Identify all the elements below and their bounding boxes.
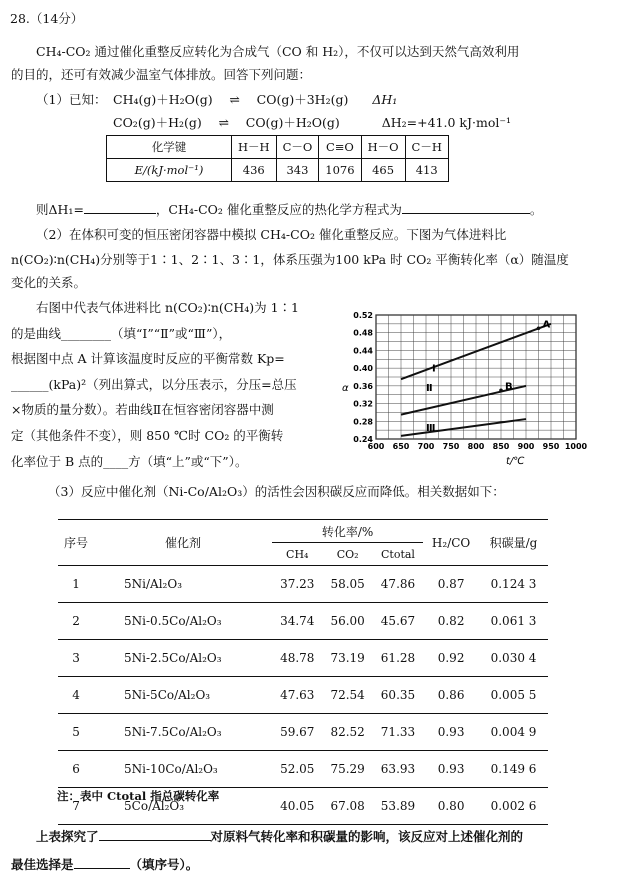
row-carbon: 0.004 9 <box>479 714 548 751</box>
row-ch4: 47.63 <box>272 677 322 714</box>
row-carbon: 0.005 5 <box>479 677 548 714</box>
conversion-chart <box>336 303 591 475</box>
row-no: 3 <box>58 640 94 677</box>
col-ctotal: Ctotal <box>373 543 423 566</box>
point-b <box>499 388 503 392</box>
y-axis-label: α <box>342 383 349 394</box>
table-row <box>58 603 548 640</box>
row-carbon: 0.030 4 <box>479 640 548 677</box>
eq1-left: CH₄(g)＋H₂O(g) <box>113 92 213 107</box>
bond-co: C－O <box>276 136 319 159</box>
row-no: 1 <box>58 566 94 603</box>
row-no: 2 <box>58 603 94 640</box>
bond-ch: C－H <box>405 136 448 159</box>
equation-2 <box>113 115 511 130</box>
row-no: 6 <box>58 751 94 788</box>
table-row <box>58 640 548 677</box>
col-ch4: CH₄ <box>272 543 322 566</box>
final-prompt-c: 最佳选择是 <box>11 857 74 872</box>
row-ctotal: 45.67 <box>373 603 423 640</box>
table-row <box>58 714 548 751</box>
row-ch4: 37.23 <box>272 566 322 603</box>
energy-label: E/(kJ·mol⁻¹) <box>107 159 232 182</box>
series-label-1: Ⅰ <box>432 363 436 375</box>
catalyst-table <box>58 519 548 825</box>
part2-line-3: 变化的关系。 <box>11 275 87 290</box>
y-tick-label: 0.28 <box>353 417 373 427</box>
final-prompt-a: 上表探究了 <box>36 829 99 844</box>
intro-line-1: CH₄-CO₂ 通过催化重整反应转化为合成气（CO 和 H₂），不仅可以达到天然气高效利用 <box>36 44 520 59</box>
row-catalyst: 5Ni-2.5Co/Al₂O₃ <box>94 640 272 677</box>
x-tick-label: 800 <box>467 442 485 451</box>
row-h2co: 0.92 <box>423 640 479 677</box>
final-question-line-1 <box>36 828 523 844</box>
part3-intro: （3）反应中催化剂（Ni-Co/Al₂O₃）的活性会因积碳反应而降低。相关数据如下： <box>48 484 505 499</box>
period: 。 <box>529 202 543 217</box>
row-ctotal: 60.35 <box>373 677 423 714</box>
series-label-2: Ⅱ <box>426 383 433 395</box>
x-tick-label: 1000 <box>564 442 588 451</box>
x-tick-label: 700 <box>417 442 435 451</box>
point-label-b: B <box>505 381 513 393</box>
y-tick-label: 0.40 <box>353 364 373 374</box>
x-axis-label: t/℃ <box>506 456 525 467</box>
y-tick-label: 0.24 <box>353 435 373 444</box>
row-catalyst: 5Ni-5Co/Al₂O₃ <box>94 677 272 714</box>
table-row <box>58 751 548 788</box>
energy-hh: 436 <box>232 159 277 182</box>
col-catalyst: 催化剂 <box>94 520 272 566</box>
part2-text-4: ______(kPa)²（列出算式，以分压表示，分压=总压 <box>11 377 297 392</box>
x-tick-label: 900 <box>517 442 535 451</box>
x-tick-label: 650 <box>392 442 410 451</box>
eq2-left: CO₂(g)＋H₂(g) <box>113 115 202 130</box>
part2-text-7: 化率位于 B 点的____方（填“上”或“下”）。 <box>11 454 248 469</box>
col-no: 序号 <box>58 520 94 566</box>
table-row <box>58 566 548 603</box>
part1-label: （1）已知： <box>36 92 107 107</box>
table-note: 注：表中 Ctotal 指总碳转化率 <box>57 789 220 803</box>
row-ch4: 59.67 <box>272 714 322 751</box>
equilibrium-arrow-icon: ⇌ <box>218 115 229 130</box>
col-carbon: 积碳量/g <box>479 520 548 566</box>
row-h2co: 0.93 <box>423 751 479 788</box>
row-h2co: 0.82 <box>423 603 479 640</box>
part2-text-6: 定（其他条件不变），则 850 ℃时 CO₂ 的平衡转 <box>11 428 284 443</box>
equation-1 <box>113 92 397 107</box>
row-ctotal: 71.33 <box>373 714 423 751</box>
row-co2: 58.05 <box>322 566 372 603</box>
point-label-a: A <box>542 319 551 331</box>
y-tick-label: 0.44 <box>353 346 373 356</box>
col-conversion: 转化率/% <box>272 520 423 543</box>
bond-energy-table <box>106 135 449 182</box>
part2-text-1: 右图中代表气体进料比 n(CO₂)∶n(CH₄)为 1∶1 <box>36 300 300 315</box>
row-no: 4 <box>58 677 94 714</box>
part1-question <box>36 201 542 217</box>
row-co2: 82.52 <box>322 714 372 751</box>
part2-text-2: 的是曲线________（填“Ⅰ”“Ⅱ”或“Ⅲ”）， <box>11 326 232 341</box>
table-row <box>58 677 548 714</box>
row-no: 5 <box>58 714 94 751</box>
part2-text-5: ×物质的量分数）。若曲线Ⅱ在恒容密闭容器中测 <box>11 402 274 417</box>
answer-blank-thermo-eq[interactable] <box>402 201 530 214</box>
row-catalyst: 5Ni-0.5Co/Al₂O₃ <box>94 603 272 640</box>
catalyst-table-body <box>58 566 548 825</box>
thermo-eq-prompt: ，CH₄-CO₂ 催化重整反应的热化学方程式为 <box>155 202 402 217</box>
bond-header: 化学键 <box>107 136 232 159</box>
row-co2: 72.54 <box>322 677 372 714</box>
row-carbon: 0.124 3 <box>479 566 548 603</box>
row-ch4: 40.05 <box>272 788 322 825</box>
row-carbon: 0.149 6 <box>479 751 548 788</box>
row-catalyst: 5Ni-10Co/Al₂O₃ <box>94 751 272 788</box>
col-h2co: H₂/CO <box>423 520 479 566</box>
intro-line-2: 的目的，还可有效减少温室气体排放。回答下列问题： <box>11 67 312 82</box>
question-number: 28.（14分） <box>10 11 84 26</box>
row-ch4: 48.78 <box>272 640 322 677</box>
bond-ho: H－O <box>361 136 405 159</box>
x-tick-label: 950 <box>542 442 560 451</box>
row-h2co: 0.87 <box>423 566 479 603</box>
point-a <box>537 326 541 330</box>
row-ch4: 34.74 <box>272 603 322 640</box>
equilibrium-arrow-icon: ⇌ <box>229 92 240 107</box>
row-no: 7 <box>58 788 94 825</box>
row-catalyst: 5Co/Al₂O₃ <box>94 788 272 825</box>
answer-blank-choice[interactable] <box>74 856 130 869</box>
eq1-dh: ΔH₁ <box>372 92 398 107</box>
part2-text-3: 根据图中点 A 计算该温度时反应的平衡常数 Kp= <box>11 351 285 366</box>
row-ctotal: 61.28 <box>373 640 423 677</box>
row-co2: 75.29 <box>322 751 372 788</box>
y-tick-label: 0.36 <box>353 381 373 391</box>
row-co2: 56.00 <box>322 603 372 640</box>
final-prompt-d: （填序号）。 <box>129 857 199 872</box>
final-prompt-b: 对原料气转化率和积碳量的影响，该反应对上述催化剂的 <box>210 829 524 844</box>
row-carbon: 0.002 6 <box>479 788 548 825</box>
dh1-prompt: 则ΔH₁= <box>36 202 84 217</box>
col-co2: CO₂ <box>322 543 372 566</box>
energy-ch: 413 <box>405 159 448 182</box>
row-co2: 73.19 <box>322 640 372 677</box>
eq2-dh: ΔH₂=+41.0 kJ·mol⁻¹ <box>381 115 511 130</box>
bond-c-triple-o: C≡O <box>319 136 361 159</box>
row-co2: 67.08 <box>322 788 372 825</box>
row-h2co: 0.86 <box>423 677 479 714</box>
answer-blank-dh1[interactable] <box>84 201 156 214</box>
energy-co: 343 <box>276 159 319 182</box>
answer-blank-variable[interactable] <box>99 828 211 841</box>
row-catalyst: 5Ni/Al₂O₃ <box>94 566 272 603</box>
row-h2co: 0.80 <box>423 788 479 825</box>
part2-line-2: n(CO₂)∶n(CH₄)分别等于1∶1、2∶1、3∶1，体系压强为100 kPa 时 CO₂ 平衡转化率（α）随温度 <box>11 252 569 267</box>
y-tick-label: 0.32 <box>353 399 373 409</box>
y-tick-label: 0.52 <box>353 311 373 320</box>
final-question-line-2 <box>11 856 198 872</box>
bond-hh: H－H <box>232 136 277 159</box>
row-ctotal: 53.89 <box>373 788 423 825</box>
eq2-right: CO(g)＋H₂O(g) <box>245 115 340 130</box>
row-ch4: 52.05 <box>272 751 322 788</box>
eq1-right: CO(g)＋3H₂(g) <box>256 92 349 107</box>
row-catalyst: 5Ni-7.5Co/Al₂O₃ <box>94 714 272 751</box>
row-h2co: 0.93 <box>423 714 479 751</box>
x-tick-label: 850 <box>492 442 510 451</box>
x-tick-label: 750 <box>442 442 460 451</box>
part2-line-1: （2）在体积可变的恒压密闭容器中模拟 CH₄-CO₂ 催化重整反应。下图为气体进料比 <box>36 227 507 242</box>
row-carbon: 0.061 3 <box>479 603 548 640</box>
series-label-3: Ⅲ <box>426 423 436 435</box>
energy-c-triple-o: 1076 <box>319 159 361 182</box>
x-tick-label: 600 <box>367 442 385 451</box>
row-ctotal: 63.93 <box>373 751 423 788</box>
row-ctotal: 47.86 <box>373 566 423 603</box>
energy-ho: 465 <box>361 159 405 182</box>
y-tick-label: 0.48 <box>353 328 373 338</box>
